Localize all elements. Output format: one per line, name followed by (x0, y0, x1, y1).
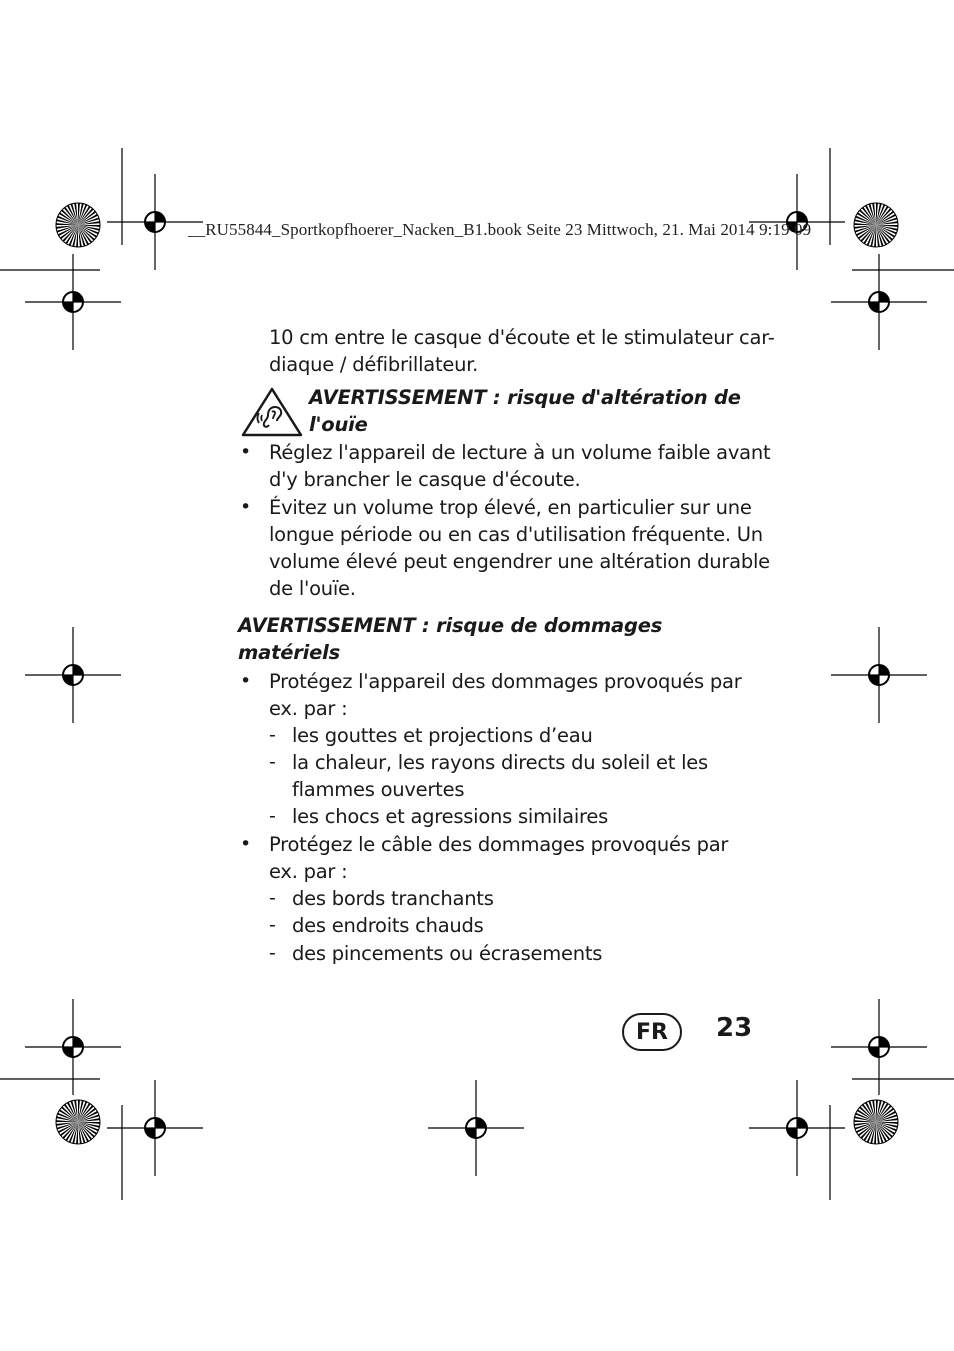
bullet-line: volume élevé peut engendrer une altération durable (269, 550, 770, 573)
warning-title: AVERTISSEMENT : risque d'altération de (309, 386, 741, 409)
bullet-line: Protégez le câble des dommages provoqués par (269, 833, 729, 856)
subitem-line: des bords tranchants (292, 887, 494, 910)
intro-line: 10 cm entre le casque d'écoute et le stimulateur car- (269, 326, 775, 349)
subitem-line: flammes ouvertes (292, 778, 465, 801)
page-number: 23 (716, 1013, 753, 1043)
bullet-line: Évitez un volume trop élevé, en particulier sur une (269, 496, 752, 519)
hearing-warning-icon (240, 386, 304, 438)
subitem-line: les chocs et agressions similaires (292, 805, 609, 828)
subitem-line: la chaleur, les rayons directs du soleil et les (292, 751, 708, 774)
subitem-line: des pincements ou écrasements (292, 942, 603, 965)
dash-marker: - (269, 724, 276, 746)
warning-title: AVERTISSEMENT : risque de dommages (238, 614, 663, 637)
bullet-line: d'y brancher le casque d'écoute. (269, 468, 581, 491)
subitem-line: les gouttes et projections d’eau (292, 724, 593, 747)
bullet-line: ex. par : (269, 860, 348, 883)
dash-marker: - (269, 942, 276, 964)
bullet-marker: • (240, 670, 252, 692)
dash-marker: - (269, 751, 276, 773)
language-badge: FR (622, 1013, 682, 1051)
bullet-line: Réglez l'appareil de lecture à un volume faible avant (269, 441, 771, 464)
bullet-marker: • (240, 833, 252, 855)
warning-title: matériels (238, 641, 341, 664)
bullet-line: Protégez l'appareil des dommages provoqués par (269, 670, 742, 693)
print-header: __RU55844_Sportkopfhoerer_Nacken_B1.book Seite 23 Mittwoch, 21. Mai 2014 9:19 09 (188, 220, 812, 239)
dash-marker: - (269, 805, 276, 827)
bullet-marker: • (240, 496, 252, 518)
bullet-line: ex. par : (269, 697, 348, 720)
dash-marker: - (269, 914, 276, 936)
subitem-line: des endroits chauds (292, 914, 484, 937)
bullet-line: longue période ou en cas d'utilisation fréquente. Un (269, 523, 763, 546)
bullet-line: de l'ouïe. (269, 577, 356, 600)
dash-marker: - (269, 887, 276, 909)
bullet-marker: • (240, 441, 252, 463)
warning-title: l'ouïe (309, 413, 368, 436)
intro-line: diaque / défibrillateur. (269, 353, 479, 376)
